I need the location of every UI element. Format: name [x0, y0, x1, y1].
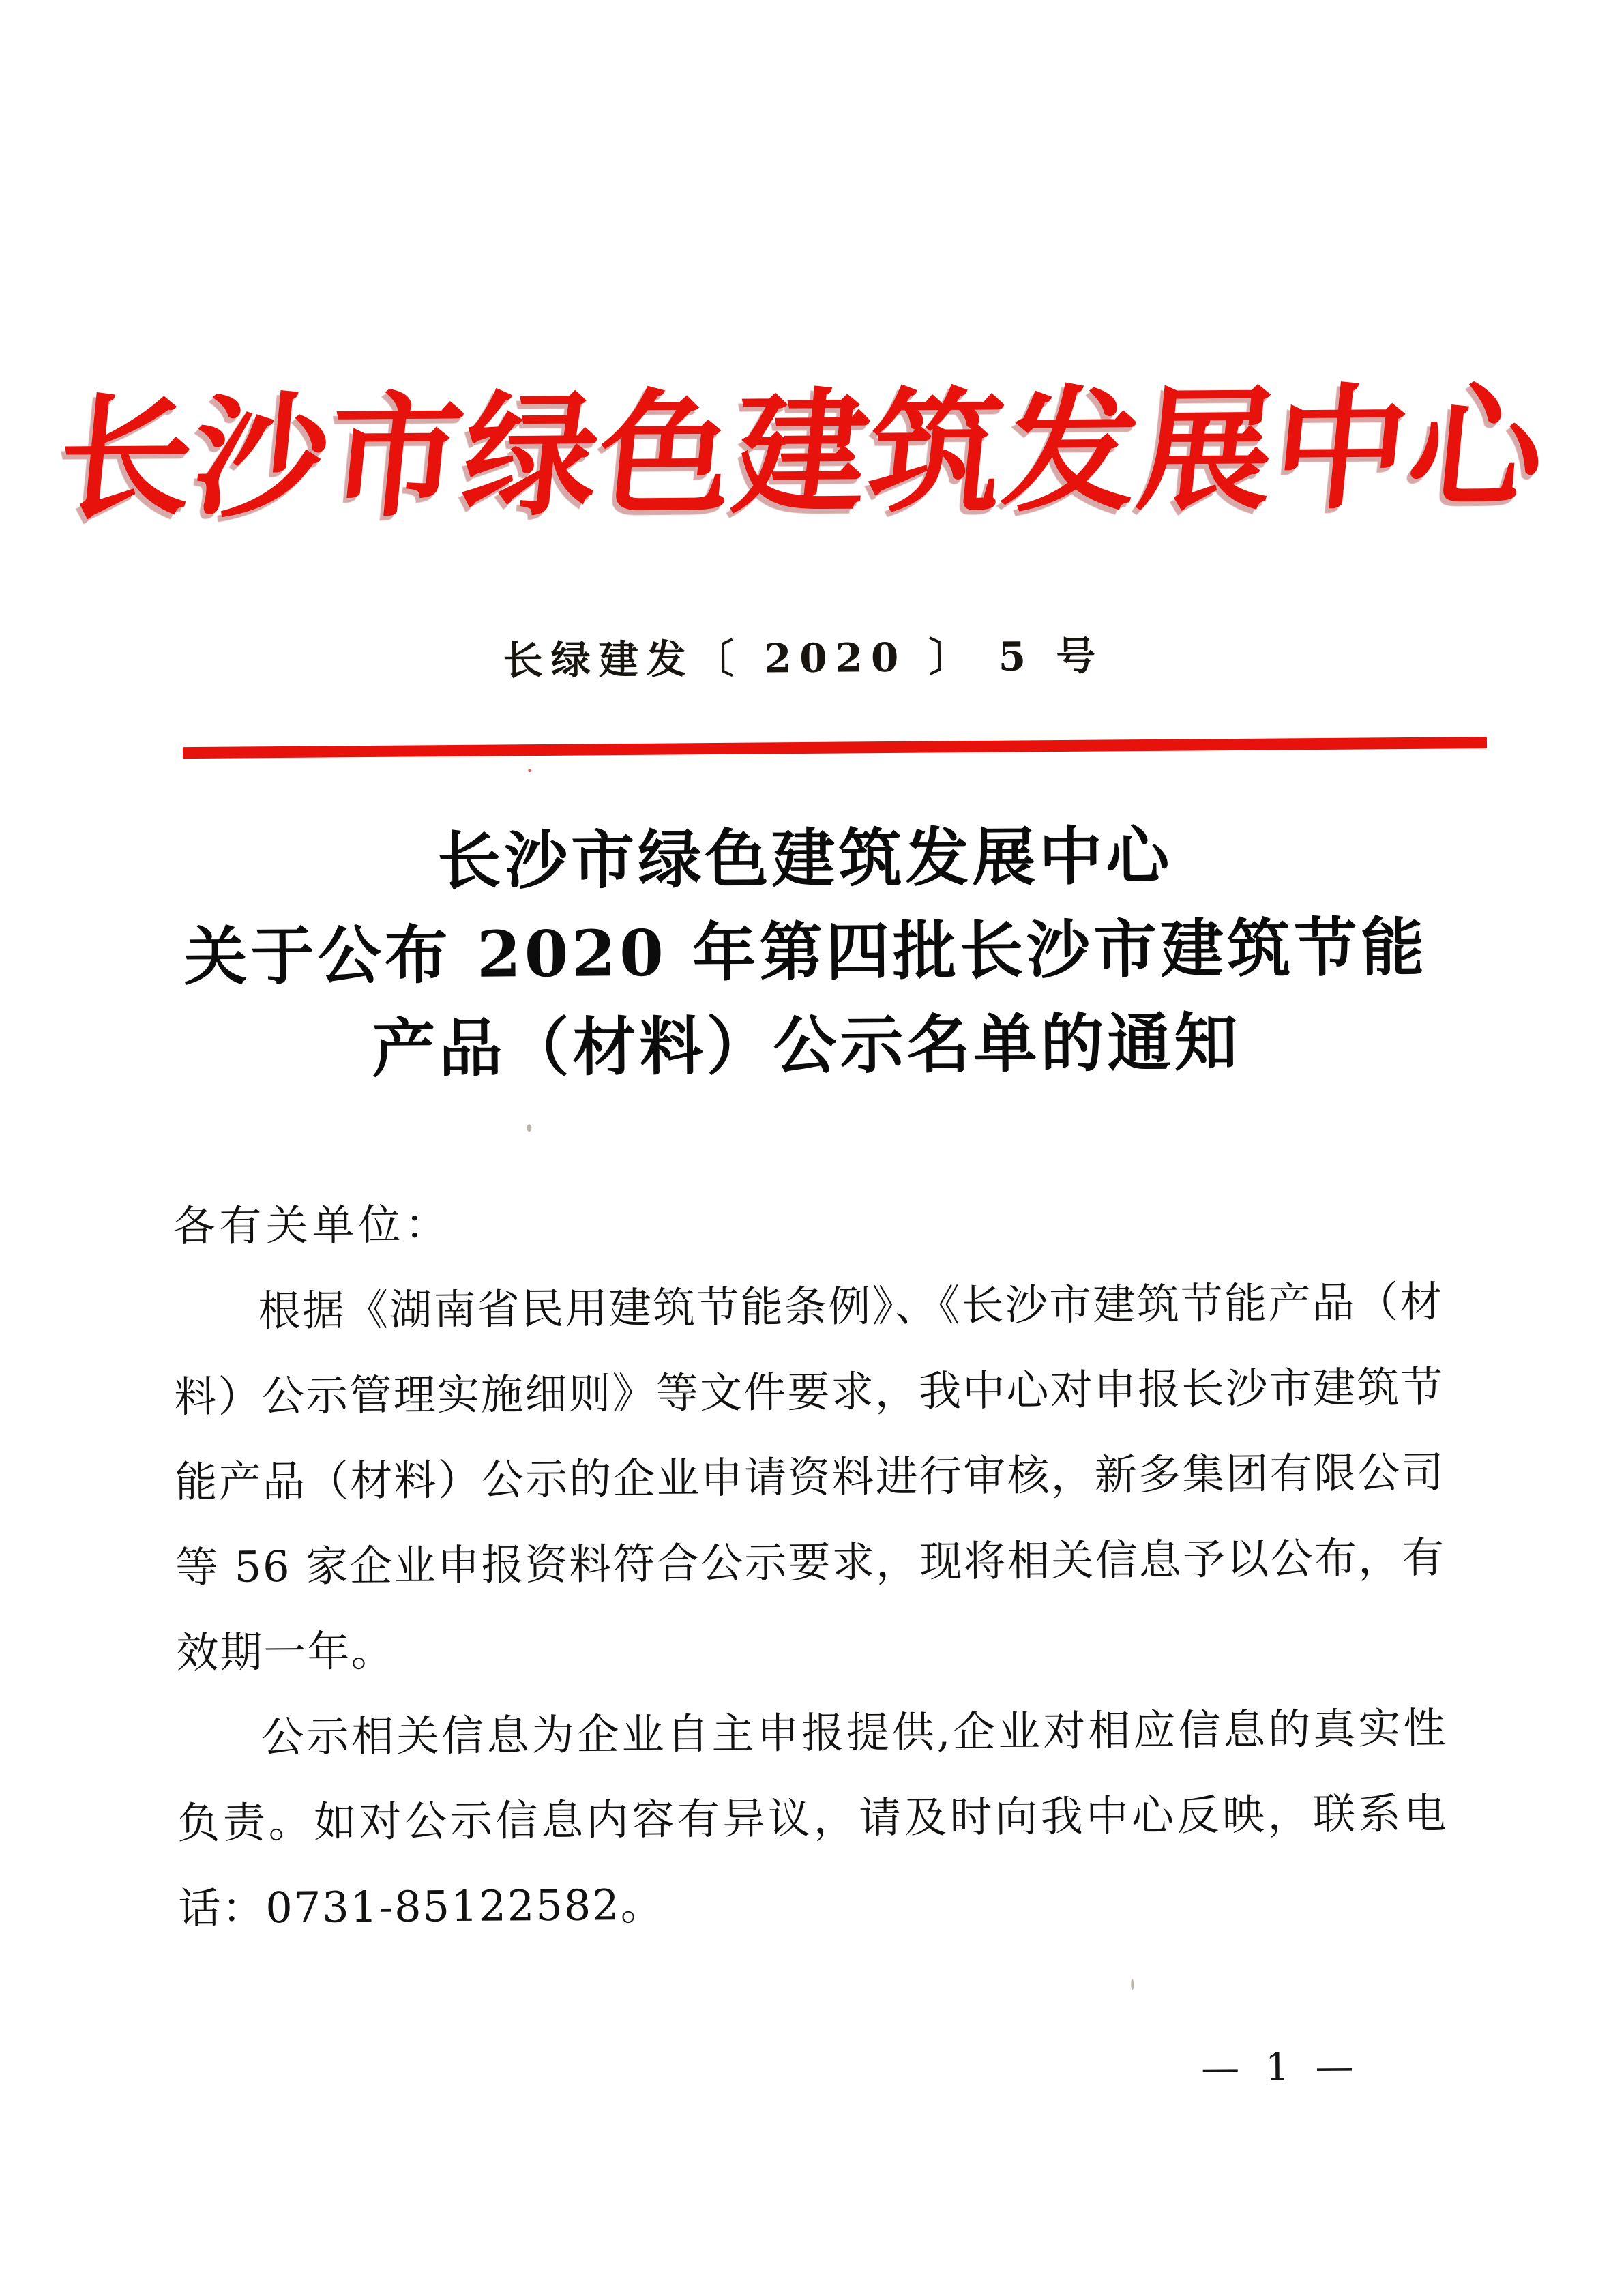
- notice-title: [0, 806, 1611, 1099]
- scan-speck: [528, 769, 531, 772]
- notice-title-line-3: 产品（材料）公示名单的通知: [372, 1004, 1241, 1086]
- document-number: 长绿建发〔 2020 〕 5 号: [503, 632, 1104, 684]
- body-paragraph-2: 公示相关信息为企业自主申报提供,企业对相应信息的真实性负责。如对公示信息内容有异议，请及时向我中心反映，联系电话：0731-85122582。: [177, 1703, 1448, 1934]
- body-paragraph-1: 根据《湖南省民用建筑节能条例》、《长沙市建筑节能产品（材料）公示管理实施细则》等文件要求，我中心对申报长沙市建筑节能产品（材料）公示的企业申请资料进行审核，新多集团有限公司等 56 家企业申报资料符合公示要求，现将相关信息予以公布，有效期一年。: [174, 1276, 1446, 1678]
- page-number: — 1 —: [1201, 2044, 1361, 2091]
- notice-title-line-2: 关于公布 2020 年第四批长沙市建筑节能: [183, 909, 1428, 995]
- notice-body: [173, 1174, 1449, 1952]
- salutation: 各有关单位：: [173, 1199, 452, 1252]
- red-divider-rule: [183, 737, 1487, 759]
- scan-speck: [527, 1124, 531, 1132]
- letterhead-org-name: 长沙市绿色建筑发展中心: [51, 369, 1552, 538]
- notice-title-line-1: 长沙市绿色建筑发展中心: [437, 818, 1173, 899]
- scan-speck: [1131, 1979, 1134, 1990]
